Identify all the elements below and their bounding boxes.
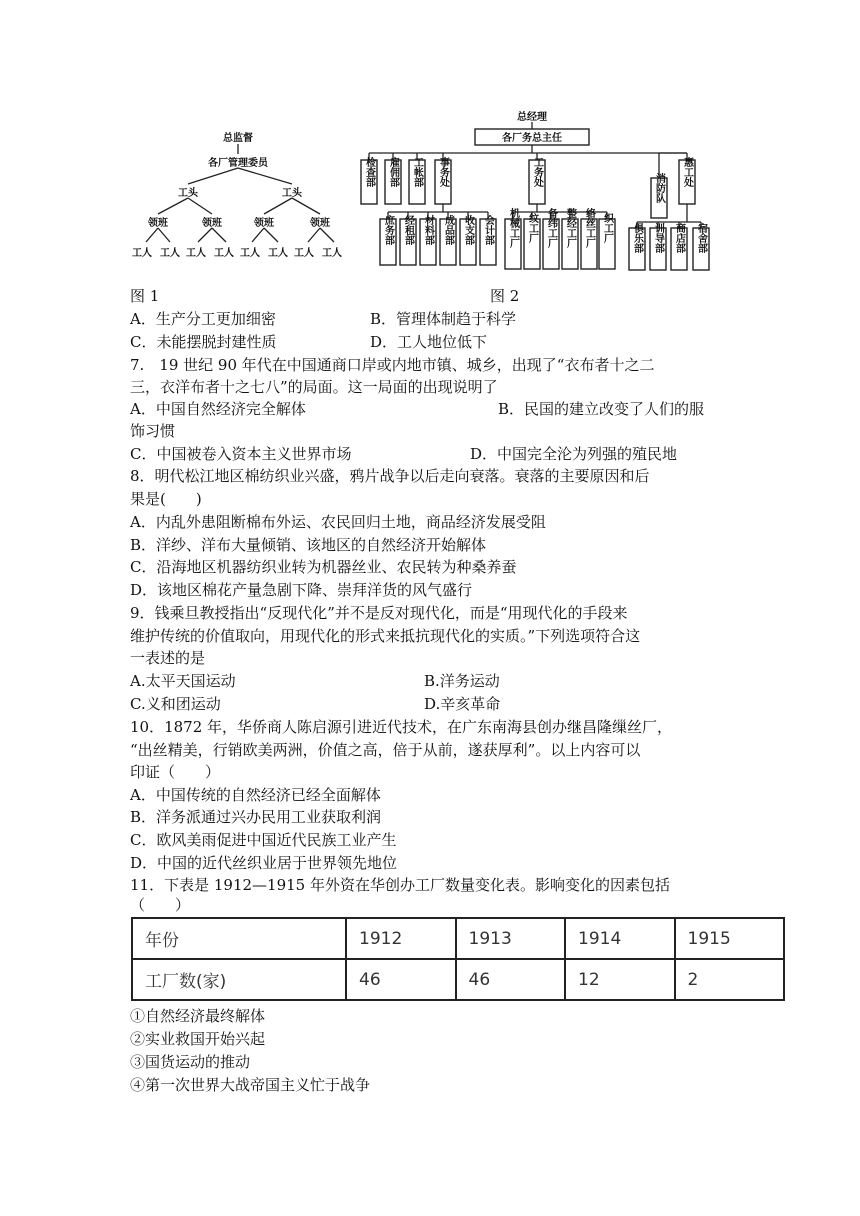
sub-dorm: 宿舍部 (695, 223, 707, 253)
table-header-year: 年份 (132, 918, 346, 959)
factory-count-table (131, 917, 785, 1001)
q10-option-c: C．欧风美雨促进中国近代民族工业产生 (130, 831, 397, 849)
sub-machine: 机械工厂 (507, 208, 519, 248)
worker-label: 工人 (214, 248, 234, 259)
q9-option-b: B.洋务运动 (424, 672, 500, 690)
sub-training: 训导部 (652, 223, 664, 253)
q11-item-4: ④第一次世界大战帝国主义忙于战争 (130, 1076, 371, 1094)
table-cell: 1912 (346, 918, 456, 959)
q10-stem-1: 10．1872 年，华侨商人陈启源引进近代技术，在广东南海县创办继昌隆缫丝厂， (130, 718, 673, 736)
sub-weft: 备纬工厂 (545, 208, 557, 248)
q9-stem-3: 一表述的是 (130, 649, 206, 667)
q6-option-b: B．管理体制趋于科学 (370, 310, 517, 328)
q8-stem-1: 8．明代松江地区棉纺织业兴盛，鸦片战争以后走向衰落。衰落的主要原因和后 (130, 467, 650, 485)
dept-fire: 消防队 (653, 173, 665, 203)
q11-item-1: ①自然经济最终解体 (130, 1007, 266, 1025)
q7-option-a: A．中国自然经济完全解体 (130, 400, 306, 418)
q6-option-a: A．生产分工更加细密 (130, 310, 276, 328)
q7-stem-2: 三，衣洋布者十之七八”的局面。这一局面的出现说明了 (130, 378, 498, 396)
table-header-count: 工厂数(家) (132, 959, 346, 1000)
q7-stem-1: 7. 19 世纪 90 年代在中国通商口岸或内地市镇、城乡，出现了“衣布者十之二 (130, 356, 655, 374)
dept-payroll: 工帐部 (411, 157, 423, 187)
figure-1-org-chart (128, 128, 348, 266)
q10-option-b: B．洋务派通过兴办民用工业获取利润 (130, 808, 382, 826)
leader-label: 领班 (202, 218, 222, 229)
q8-option-b: B．洋纱、洋布大量倾销、该地区的自然经济开始解体 (130, 536, 487, 554)
q10-stem-3: 印证（ ） (130, 763, 221, 781)
leader-label: 领班 (254, 218, 274, 229)
committee-label: 各厂管理委员 (208, 158, 268, 169)
q8-stem-2: 果是( ) (130, 490, 202, 508)
worker-label: 工人 (160, 248, 180, 259)
q8-option-d: D．该地区棉花产量急剧下降、崇拜洋货的风气盛行 (130, 581, 473, 599)
figure-1-caption: 图 1 (130, 287, 160, 305)
worker-label: 工人 (294, 248, 314, 259)
q6-option-d: D．工人地位低下 (370, 333, 488, 351)
figure-2-caption: 图 2 (490, 287, 520, 305)
figure-2-org-chart (357, 108, 717, 276)
table-row (132, 918, 784, 959)
sub-lease: 经租部 (402, 215, 414, 245)
leader-label: 领班 (310, 218, 330, 229)
q10-option-a: A．中国传统的自然经济已经全面解体 (130, 786, 381, 804)
sub-finance: 收支部 (462, 215, 474, 245)
q8-option-a: A．内乱外患阻断棉布外运、农民回归土地，商品经济发展受阻 (130, 513, 546, 531)
general-manager-label: 总经理 (517, 112, 547, 123)
q9-option-a: A.太平天国运动 (130, 672, 236, 690)
table-row (132, 959, 784, 1000)
q10-option-d: D．中国的近代丝织业居于世界领先地位 (130, 854, 398, 872)
dept-welfare: 惠工处 (681, 157, 693, 187)
q11-item-3: ③国货运动的推动 (130, 1053, 251, 1071)
foreman-label: 工头 (282, 188, 302, 199)
leader-label: 领班 (148, 218, 168, 229)
dept-affairs: 事务处 (437, 157, 449, 187)
worker-label: 工人 (268, 248, 288, 259)
table-cell: 46 (346, 959, 456, 1000)
worker-label: 工人 (186, 248, 206, 259)
supervisor-label: 总监督 (223, 133, 253, 144)
table-cell: 1915 (675, 918, 785, 959)
q7-option-b: B．民国的建立改变了人们的服 (498, 400, 705, 418)
q8-option-c: C．沿海地区机器纺织业转为机器丝业、农民转为种桑养蚕 (130, 558, 517, 576)
q9-stem-2: 维护传统的价值取向，用现代化的形式来抵抗现代化的实质。”下列选项符合这 (130, 627, 641, 645)
sub-reel: 络丝工厂 (583, 208, 595, 248)
worker-label: 工人 (322, 248, 342, 259)
q11-stem-1: 11．下表是 1912—1915 年外资在华创办工厂数量变化表。影响变化的因素包括 (130, 876, 670, 894)
sub-affairs: 庶务部 (382, 215, 394, 245)
dept-hire: 雇佣部 (387, 157, 399, 187)
q7-option-c: C．中国被卷入资本主义世界市场 (130, 445, 352, 463)
q9-option-c: C.义和团运动 (130, 695, 221, 713)
q9-option-d: D.辛亥革命 (424, 695, 501, 713)
sub-weave: 织工厂 (601, 213, 613, 243)
q10-stem-2: “出丝精美，行销欧美两洲，价值之高，倍于从前，遂获厚利”。以上内容可以 (130, 741, 641, 759)
worker-label: 工人 (240, 248, 260, 259)
q7-option-d: D．中国完全沦为列强的殖民地 (470, 445, 678, 463)
foreman-label: 工头 (178, 188, 198, 199)
sub-product: 成品部 (442, 215, 454, 245)
table-cell: 1913 (456, 918, 566, 959)
dept-inspect: 检查部 (363, 157, 375, 187)
worker-label: 工人 (132, 248, 152, 259)
q6-option-c: C．未能摆脱封建性质 (130, 333, 277, 351)
q11-stem-2: （ ） (130, 896, 191, 914)
sub-pattern: 纹工厂 (526, 213, 538, 243)
table-cell: 12 (565, 959, 675, 1000)
table-cell: 1914 (565, 918, 675, 959)
dept-works: 工务处 (531, 157, 543, 187)
q11-item-2: ②实业救国开始兴起 (130, 1030, 266, 1048)
director-label: 各厂务总主任 (502, 133, 562, 144)
sub-club: 俱乐部 (631, 223, 643, 253)
table-cell: 46 (456, 959, 566, 1000)
q7-option-b-cont: 饰习惯 (130, 422, 176, 440)
table-cell: 2 (675, 959, 785, 1000)
sub-accounting: 会计部 (482, 215, 494, 245)
sub-material: 材料部 (422, 215, 434, 245)
sub-warp: 整经工厂 (564, 208, 576, 248)
sub-store: 商店部 (673, 223, 685, 253)
q9-stem-1: 9．钱乘旦教授指出“反现代化”并不是反对现代化，而是“用现代化的手段来 (130, 604, 628, 622)
